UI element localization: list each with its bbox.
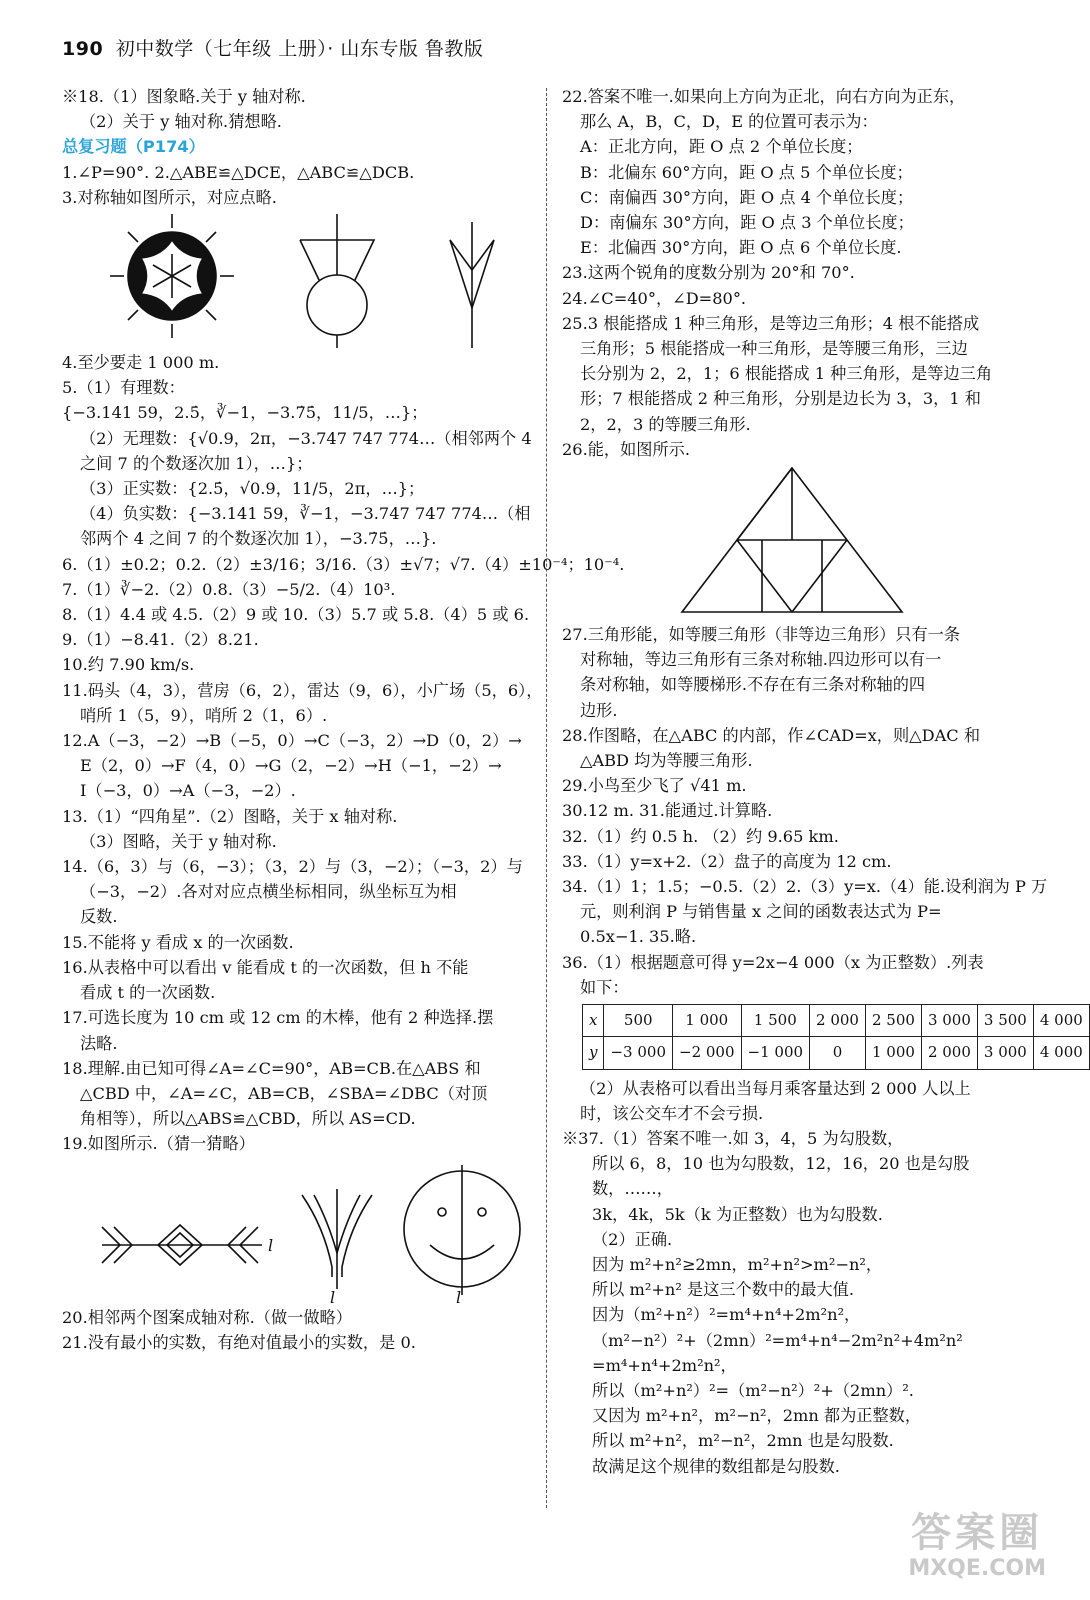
table-header-y: y bbox=[583, 1037, 604, 1069]
diamond-arrows-figure bbox=[102, 1225, 273, 1265]
axis-label: l bbox=[330, 1287, 336, 1307]
table-cell: −3 000 bbox=[604, 1037, 673, 1069]
answer-line: 27.三角形能，如等腰三角形（非等边三角形）只有一条 bbox=[562, 625, 961, 645]
answer-line: 19.如图所示.（猜一猜略） bbox=[62, 1134, 255, 1154]
answer-line: 23.这两个锐角的度数分别为 20°和 70°. bbox=[562, 263, 855, 283]
arrowhead-figure bbox=[450, 222, 494, 348]
answer-line: 条对称轴，如等腰梯形.不存在有三条对称轴的四 bbox=[580, 675, 926, 695]
table-header-x: x bbox=[583, 1005, 604, 1037]
answer-line: 12.A（−3，−2）→B（−5，0）→C（−3，2）→D（0，2）→ bbox=[62, 731, 522, 751]
triangle-figure-q26 bbox=[562, 462, 1030, 622]
answer-line: {−3.141 59，2.5̇，∛−1，−3.7̇5̇，11/5，…}； bbox=[62, 403, 428, 423]
book-title: 初中数学（七年级 上册）· 山东专版 鲁教版 bbox=[115, 38, 484, 60]
answer-line: 8.（1）4.4 或 4.5.（2）9 或 10.（3）5.7 或 5.8.（4）5 或 6. bbox=[62, 605, 530, 625]
answer-line: 又因为 m²+n²，m²−n²，2mn 都为正整数， bbox=[592, 1406, 922, 1426]
answer-line: 16.从表格中可以看出 v 能看成 t 的一次函数，但 h 不能 bbox=[62, 957, 469, 977]
answer-line: 32.（1）约 0.5 h. （2）约 9.65 km. bbox=[562, 826, 839, 846]
answer-line: 形；7 根能搭成 2 种三角形，分别是边长为 3，3，1 和 bbox=[580, 389, 981, 409]
answer-line: 如下： bbox=[580, 977, 629, 997]
answer-line: （−3，−2）.各对对应点横坐标相同，纵坐标互为相 bbox=[80, 882, 457, 902]
answer-line: 2，2，3 的等腰三角形. bbox=[580, 414, 751, 434]
answer-line: 看成 t 的一次函数. bbox=[80, 983, 216, 1003]
table-cell: 3 000 bbox=[921, 1005, 977, 1037]
answer-line: D：南偏东 30°方向，距 O 点 3 个单位长度； bbox=[580, 213, 914, 233]
answer-line: 11.码头（4，3），营房（6，2），雷达（9，6），小广场（5，6）， bbox=[62, 680, 543, 700]
table-cell: 4 000 bbox=[1033, 1005, 1089, 1037]
watermark-url: MXQE.COM bbox=[908, 1556, 1046, 1581]
answer-line: 17.可选长度为 10 cm 或 12 cm 的木棒，他有 2 种选择.摆 bbox=[62, 1008, 494, 1028]
table-cell: 2 000 bbox=[921, 1037, 977, 1069]
answer-line: 边形. bbox=[580, 700, 618, 720]
axis-label: l bbox=[268, 1235, 274, 1255]
answer-line: （2）正确. bbox=[592, 1229, 673, 1249]
watermark bbox=[908, 1510, 1046, 1582]
answer-line: 之间 7 的个数逐次加 1），…}； bbox=[80, 453, 313, 473]
answer-line: 所以 6，8，10 也为勾股数，12，16，20 也是勾股 bbox=[592, 1154, 970, 1174]
answer-line: 因为 m²+n²≥2mn，m²+n²>m²−n²， bbox=[592, 1254, 883, 1274]
answer-line: 18.理解.由已知可得∠A=∠C=90°，AB=CB.在△ABS 和 bbox=[62, 1058, 481, 1078]
answer-line: 10.约 7.90 km/s. bbox=[62, 655, 195, 675]
table-cell: 1 000 bbox=[673, 1005, 742, 1037]
answer-line: 30.12 m. 31.能通过.计算略. bbox=[562, 801, 773, 821]
answer-line: C：南偏西 30°方向，距 O 点 4 个单位长度； bbox=[580, 187, 914, 207]
answer-line: 3k，4k，5k（k 为正整数）也为勾股数. bbox=[592, 1204, 883, 1224]
answer-line: 9.（1）−8.41.（2）8.21. bbox=[62, 630, 259, 650]
answer-line: =m⁴+n⁴+2m²n²， bbox=[592, 1355, 737, 1375]
answer-line: I（−3，0）→A（−3，−2）. bbox=[80, 781, 296, 801]
answer-line: 1.∠P=90°. 2.△ABE≌△DCE，△ABC≌△DCB. bbox=[62, 162, 415, 182]
answer-line: E（2，0）→F（4，0）→G（2，−2）→H（−1，−2）→ bbox=[80, 756, 502, 776]
answer-line: 25.3 根能搭成 1 种三角形，是等边三角形；4 根不能搭成 bbox=[562, 313, 980, 333]
answer-line: （4）负实数：{−3.141 59，∛−1，−3.747 747 774…（相 bbox=[80, 504, 531, 524]
answer-line: 因为（m²+n²）²=m⁴+n⁴+2m²n²， bbox=[592, 1305, 861, 1325]
table-cell: −2 000 bbox=[673, 1037, 742, 1069]
answer-line: 0.5x−1. 35.略. bbox=[580, 927, 697, 947]
answer-line: 所以 m²+n²，m²−n²，2mn 也是勾股数. bbox=[592, 1431, 894, 1451]
answer-line: 时，该公交车才不会亏损. bbox=[580, 1103, 764, 1123]
table-row-y bbox=[583, 1037, 1090, 1069]
answer-line: 33.（1）y=x+2.（2）盘子的高度为 12 cm. bbox=[562, 851, 892, 871]
answer-line: 26.能，如图所示. bbox=[562, 439, 691, 459]
xy-value-table bbox=[582, 1004, 1090, 1069]
answer-line: 哨所 1（5，9），哨所 2（1，6）. bbox=[80, 705, 328, 725]
table-cell: 4 000 bbox=[1033, 1037, 1089, 1069]
answer-line: 5.（1）有理数： bbox=[62, 378, 185, 398]
answer-line: （3）图略，关于 y 轴对称. bbox=[80, 831, 277, 851]
answer-line: 所以 m²+n² 是这三个数中的最大值. bbox=[592, 1280, 855, 1300]
answer-line: （2）从表格可以看出当每月乘客量达到 2 000 人以上 bbox=[580, 1078, 971, 1098]
funnel-circle-figure bbox=[300, 214, 374, 348]
table-cell: 3 000 bbox=[977, 1037, 1033, 1069]
answer-line: （3）正实数：{2.5̇，√0.9，11/5，2π，…}； bbox=[80, 479, 425, 499]
column-divider bbox=[546, 88, 547, 1508]
axis-label: l bbox=[456, 1287, 462, 1307]
table-cell: 500 bbox=[604, 1005, 673, 1037]
answer-line: 邻两个 4 之间 7 的个数逐次加 1），−3.7̇5̇，…}. bbox=[80, 529, 437, 549]
table-cell: 2 000 bbox=[810, 1005, 866, 1037]
answer-line: A：正北方向，距 O 点 2 个单位长度； bbox=[580, 137, 863, 157]
answer-line: B：北偏东 60°方向，距 O 点 5 个单位长度； bbox=[580, 162, 913, 182]
table-row-x bbox=[583, 1005, 1090, 1037]
page-number: 190 bbox=[62, 38, 104, 60]
table-cell: 3 500 bbox=[977, 1005, 1033, 1037]
table-cell: 1 500 bbox=[741, 1005, 810, 1037]
answer-line: 三角形；5 根能搭成一种三角形，是等腰三角形，三边 bbox=[580, 339, 968, 359]
watermark-logo-text: 答案圈 bbox=[911, 1510, 1044, 1556]
answer-line: 29.小鸟至少飞了 √41 m. bbox=[562, 776, 747, 796]
table-cell: 0 bbox=[810, 1037, 866, 1069]
answer-line: 20.相邻两个图案成轴对称.（做一做略） bbox=[62, 1307, 352, 1327]
answer-line: 4.至少要走 1 000 m. bbox=[62, 353, 220, 373]
answer-line: △ABD 均为等腰三角形. bbox=[580, 751, 753, 771]
answer-line: 15.不能将 y 看成 x 的一次函数. bbox=[62, 932, 294, 952]
answer-line: 法略. bbox=[80, 1033, 118, 1053]
answer-line: 34.（1）1；1.5；−0.5.（2）2.（3）y=x.（4）能.设利润为 P 万 bbox=[562, 877, 1048, 897]
answer-line: 3.对称轴如图所示，对应点略. bbox=[62, 187, 277, 207]
answer-line: 对称轴，等边三角形有三条对称轴.四边形可以有一 bbox=[580, 650, 942, 670]
right-column bbox=[562, 84, 1083, 1479]
symmetry-figures-q3 bbox=[62, 210, 532, 350]
symmetry-figures-q19 bbox=[62, 1157, 532, 1305]
answer-line: 故满足这个规律的数组都是勾股数. bbox=[592, 1456, 840, 1476]
answer-line: ※37.（1）答案不唯一.如 3，4，5 为勾股数， bbox=[562, 1128, 904, 1148]
answer-line: △CBD 中，∠A=∠C，AB=CB，∠SBA=∠DBC（对顶 bbox=[80, 1083, 488, 1103]
answer-line: 21.没有最小的实数，有绝对值最小的实数，是 0. bbox=[62, 1332, 416, 1352]
answer-line: 36.（1）根据题意可得 y=2x−4 000（x 为正整数）.列表 bbox=[562, 952, 984, 972]
answer-line: 24.∠C=40°，∠D=80°. bbox=[562, 288, 747, 308]
answer-line: 反数. bbox=[80, 907, 118, 927]
answer-line: 所以（m²+n²）²=（m²−n²）²+（2mn）². bbox=[592, 1380, 914, 1400]
answer-line: 13.（1）“四角星”.（2）图略，关于 x 轴对称. bbox=[62, 806, 398, 826]
table-cell: 2 500 bbox=[865, 1005, 921, 1037]
smiley-face-figure bbox=[404, 1165, 520, 1307]
answer-line: （2）无理数：{√0.9，2π，−3.747 747 774…（相邻两个 4 bbox=[80, 428, 532, 448]
answer-line: ※18.（1）图象略.关于 y 轴对称. bbox=[62, 87, 306, 106]
table-cell: −1 000 bbox=[741, 1037, 810, 1069]
table-cell: 1 000 bbox=[865, 1037, 921, 1069]
answer-line: 长分别为 2，2，1；6 根能搭成 1 种三角形，是等边三角 bbox=[580, 364, 993, 384]
page-header bbox=[62, 34, 483, 61]
answer-line: 那么 A，B，C，D，E 的位置可表示为： bbox=[580, 112, 878, 132]
y-shape-figure bbox=[302, 1189, 372, 1307]
answer-line: 角相等），所以△ABS≌△CBD，所以 AS=CD. bbox=[80, 1109, 416, 1129]
answer-line: （2）关于 y 轴对称.猜想略. bbox=[80, 112, 282, 132]
answer-line: 数，……， bbox=[592, 1179, 673, 1199]
circle-star-figure bbox=[110, 214, 234, 338]
section-heading: 总复习题（P174） bbox=[62, 137, 205, 157]
answer-line: （m²−n²）²+（2mn）²=m⁴+n⁴−2m²n²+4m²n² bbox=[592, 1330, 963, 1350]
answer-line: 28.作图略，在△ABC 的内部，作∠CAD=x，则△DAC 和 bbox=[562, 725, 981, 745]
answer-line: 14.（6，3）与（6，−3）；（3，2）与（3，−2）；（−3，2）与 bbox=[62, 857, 523, 877]
answer-line: 22.答案不唯一.如果向上方向为正北，向右方向为正东， bbox=[562, 87, 966, 106]
answer-line: 6.（1）±0.2；0.2.（2）±3/16；3/16.（3）±√7；√7.（4）±10⁻⁴；10⁻⁴. bbox=[62, 554, 625, 574]
answer-line: E：北偏西 30°方向，距 O 点 6 个单位长度. bbox=[580, 238, 902, 258]
answer-line: 元，则利润 P 与销售量 x 之间的函数表达式为 P= bbox=[580, 902, 942, 922]
answer-line: 7.（1）∛−2.（2）0.8.（3）−5/2.（4）10³. bbox=[62, 579, 396, 599]
